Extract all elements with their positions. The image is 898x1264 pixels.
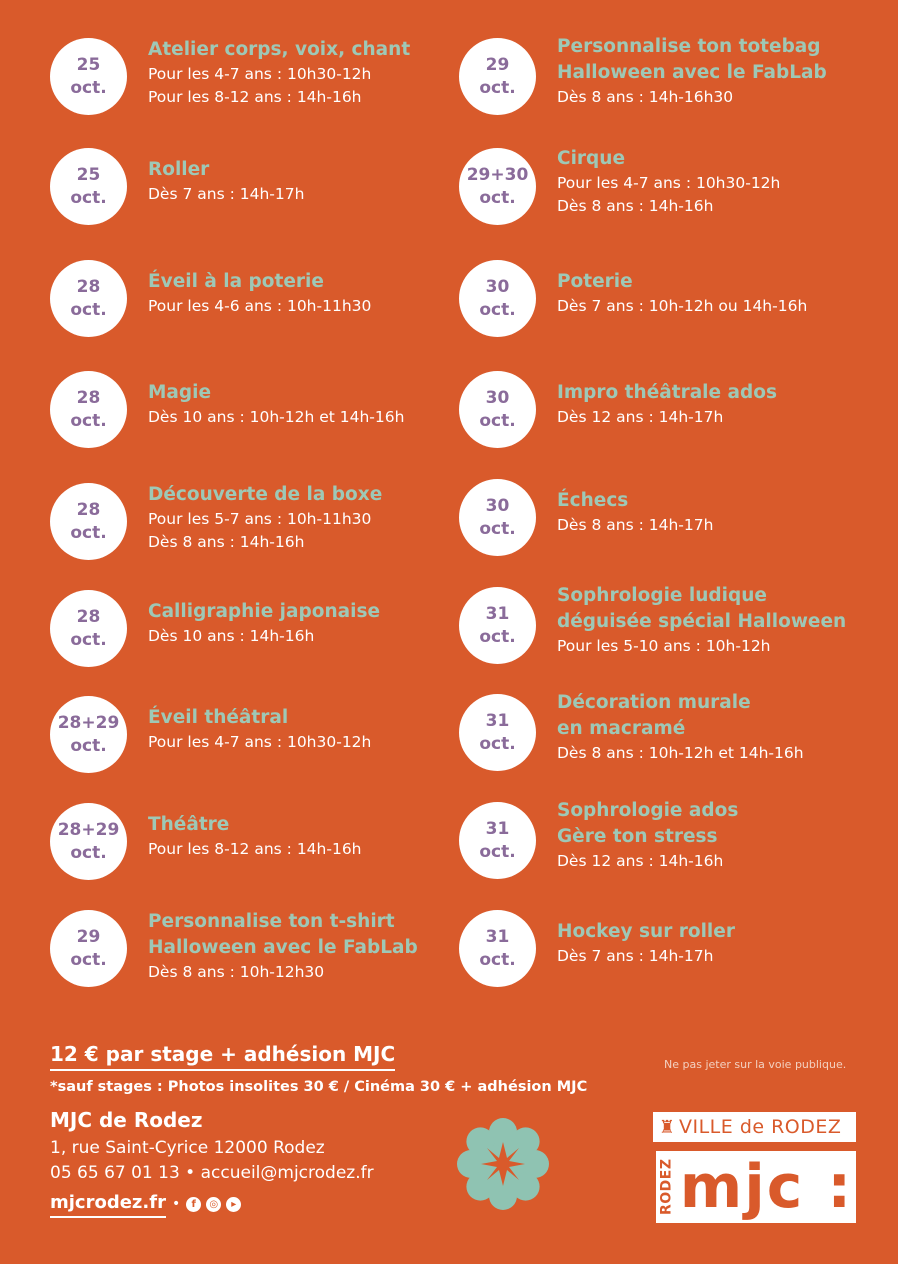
instagram-icon[interactable]: ◎ [206,1197,221,1212]
event-date-badge [459,910,536,987]
event-details [557,690,887,765]
event-title: en macramé [557,718,686,739]
event-date-text: 30 [485,276,510,297]
price-note: *sauf stages : Photos insolites 30 € / Cinéma 30 € + adhésion MJC [50,1079,588,1095]
event-schedule: Pour les 4-7 ans : 10h30-12h [557,174,781,192]
event-title: Calligraphie japonaise [148,601,381,622]
event-details [148,812,478,861]
event-title: Impro théâtrale ados [557,382,777,403]
event-date-text: 31 [485,603,510,624]
event-date-text: 25 [76,164,101,185]
ville-rodez-logo [653,1112,856,1142]
event-date-text: oct. [479,626,516,647]
event-date-badge [50,696,127,773]
event-schedule: Pour les 4-7 ans : 10h30-12h [148,65,372,83]
youtube-icon[interactable]: ▸ [226,1197,241,1212]
event-date-badge [459,587,536,664]
event-date-badge [459,371,536,448]
event-title: Théâtre [148,814,230,835]
event-date-text: 28+29 [57,712,120,733]
event-date-text: oct. [70,77,107,98]
event-details [557,798,887,873]
facebook-icon[interactable]: f [186,1197,201,1212]
mjc-logo-side-text: RODEZ [653,1151,677,1223]
event-schedule: Dès 8 ans : 14h-16h [557,197,714,215]
event-schedule: Dès 8 ans : 14h-16h [148,533,305,551]
event-schedule: Dès 10 ans : 10h-12h et 14h-16h [148,408,405,426]
event-date-text: 29 [76,926,101,947]
event-details [557,488,887,537]
event-details [557,919,887,968]
event-title: Échecs [557,490,629,511]
event-details [557,380,887,429]
event-title: Halloween avec le FabLab [148,937,418,958]
event-details [557,583,887,658]
mjc-logo-mark: mjc : [679,1152,854,1222]
event-title: Roller [148,159,210,180]
event-details [148,909,478,984]
org-name: MJC de Rodez [50,1108,203,1132]
event-date-badge [459,148,536,225]
event-schedule: Dès 8 ans : 10h-12h et 14h-16h [557,744,804,762]
event-date-text: oct. [70,299,107,320]
event-details [148,380,478,429]
event-details [148,599,478,648]
event-date-badge [50,38,127,115]
event-date-text: oct. [479,949,516,970]
event-schedule: Dès 8 ans : 10h-12h30 [148,963,325,981]
event-schedule: Pour les 4-7 ans : 10h30-12h [148,733,372,751]
event-title: Éveil à la poterie [148,271,324,292]
event-title: Sophrologie ados [557,800,739,821]
event-title: Personnalise ton t-shirt [148,911,395,932]
site-row [50,1190,246,1218]
event-date-text: oct. [70,410,107,431]
event-schedule: Pour les 5-10 ans : 10h-12h [557,637,771,655]
ville-emblem-icon: ♜ [658,1116,676,1138]
event-date-text: oct. [479,299,516,320]
event-date-text: oct. [479,410,516,431]
event-date-badge [459,479,536,556]
event-date-badge [459,38,536,115]
event-schedule: Dès 10 ans : 14h-16h [148,627,315,645]
disposal-notice: Ne pas jeter sur la voie publique. [664,1058,847,1071]
event-schedule: Pour les 8-12 ans : 14h-16h [148,840,362,858]
event-details [148,157,478,206]
event-date-text: oct. [70,187,107,208]
event-date-text: 31 [485,818,510,839]
bullet-separator: • [171,1196,181,1212]
event-title: Personnalise ton totebag [557,36,821,57]
event-date-badge [459,802,536,879]
event-date-text: oct. [70,949,107,970]
event-date-badge [50,910,127,987]
event-date-text: 28 [76,276,101,297]
event-date-text: oct. [70,522,107,543]
event-date-badge [50,260,127,337]
event-date-text: oct. [70,735,107,756]
flower-logo-icon [457,1118,549,1210]
event-details [557,146,887,218]
event-schedule: Pour les 5-7 ans : 10h-11h30 [148,510,372,528]
event-schedule: Dès 7 ans : 10h-12h ou 14h-16h [557,297,808,315]
event-date-text: 29+30 [466,164,529,185]
event-date-badge [459,260,536,337]
ville-logo-text: VILLE de RODEZ [679,1116,842,1138]
event-details [148,37,478,109]
event-schedule: Pour les 8-12 ans : 14h-16h [148,88,362,106]
event-title: Sophrologie ludique [557,585,767,606]
event-date-badge [50,483,127,560]
event-title: Magie [148,382,212,403]
event-schedule: Dès 8 ans : 14h-16h30 [557,88,734,106]
event-date-text: oct. [479,841,516,862]
event-date-text: 28+29 [57,819,120,840]
event-date-text: 28 [76,499,101,520]
event-date-text: 28 [76,387,101,408]
event-details [148,482,478,554]
event-title: Halloween avec le FabLab [557,62,827,83]
event-schedule: Dès 7 ans : 14h-17h [557,947,714,965]
event-title: déguisée spécial Halloween [557,611,847,632]
event-title: Atelier corps, voix, chant [148,39,411,60]
event-date-badge [50,590,127,667]
website-link[interactable]: mjcrodez.fr [50,1190,166,1218]
event-title: Hockey sur roller [557,921,735,942]
event-date-text: 30 [485,387,510,408]
mjc-rodez-logo [653,1151,856,1223]
org-address: 1, rue Saint-Cyrice 12000 Rodez [50,1138,325,1158]
event-date-text: 25 [76,54,101,75]
event-details [148,705,478,754]
event-date-text: oct. [479,187,516,208]
event-date-text: oct. [70,629,107,650]
event-date-badge [50,371,127,448]
event-details [148,269,478,318]
event-schedule: Dès 8 ans : 14h-17h [557,516,714,534]
event-title: Décoration murale [557,692,751,713]
event-schedule: Dès 7 ans : 14h-17h [148,185,305,203]
event-date-badge [459,694,536,771]
event-details [557,34,887,109]
event-details [557,269,887,318]
event-date-badge [50,148,127,225]
event-title: Gère ton stress [557,826,718,847]
event-title: Poterie [557,271,633,292]
event-date-text: oct. [479,518,516,539]
event-date-text: oct. [479,733,516,754]
event-schedule: Dès 12 ans : 14h-16h [557,852,724,870]
event-title: Cirque [557,148,626,169]
event-date-text: 28 [76,606,101,627]
event-title: Éveil théâtral [148,707,289,728]
event-date-text: 31 [485,926,510,947]
event-schedule: Dès 12 ans : 14h-17h [557,408,724,426]
event-date-badge [50,803,127,880]
event-date-text: oct. [479,77,516,98]
event-date-text: oct. [70,842,107,863]
event-title: Découverte de la boxe [148,484,383,505]
org-contact: 05 65 67 01 13 • accueil@mjcrodez.fr [50,1163,374,1183]
event-schedule: Pour les 4-6 ans : 10h-11h30 [148,297,372,315]
event-date-text: 29 [485,54,510,75]
event-date-text: 30 [485,495,510,516]
event-date-text: 31 [485,710,510,731]
price-info: 12 € par stage + adhésion MJC [50,1040,395,1071]
